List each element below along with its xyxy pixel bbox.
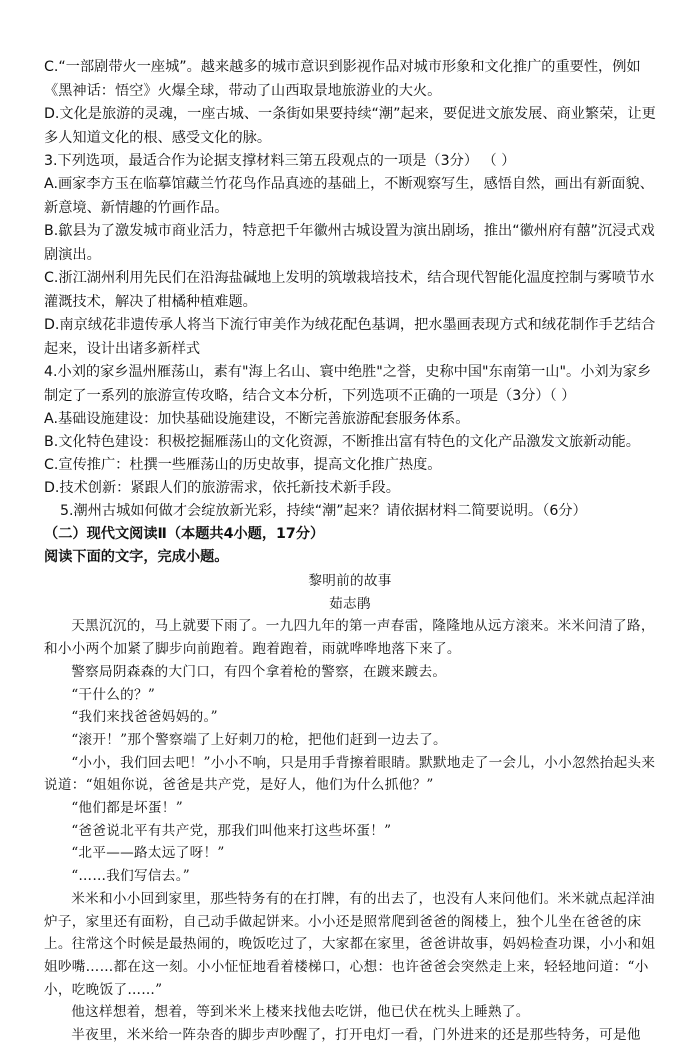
story-paragraph: “……我们写信去。” [71,868,191,885]
question-4-option-b: B.文化特色建设：积极挖掘雁荡山的文化资源，不断推出富有特色的文化产品激发文旅新动能。 [44,434,640,450]
story-title: 黎明前的故事 [308,573,392,589]
story-paragraph: “北平——路太远了呀！” [71,845,225,862]
question-5: 5.潮州古城如何做才会绽放新光彩，持续“潮”起来？请依据材料二简要说明。（6分） [60,503,587,519]
question-4-option-a: A.基础设施建设：加快基础设施建设，不断完善旅游配套服务体系。 [44,411,470,427]
story-paragraph: “干什么的？” [71,686,156,703]
question-4-option-d: D.技术创新：紧跟人们的旅游需求，依托新技术新手段。 [44,480,400,496]
question-3-option-c: C.浙江湖州利用先民们在沿海盐碱地上发明的筑墩栽培技术，结合现代智能化温度控制与雾喷节水灌溉技术，解决了柑橘种植难题。 [44,270,655,310]
story-paragraph: “他们都是坏蛋！” [71,800,183,817]
question-3-option-a: A.画家李方玉在临摹馆藏兰竹花鸟作品真迹的基础上，不断观察写生，感悟自然，画出有新面貌、新意境、新情趣的竹画作品。 [44,176,654,216]
story-paragraph: 天黑沉沉的，马上就要下雨了。一九四九年的第一声春雷，隆隆地从远方滚来。米米问清了路，和小小两个加紧了脚步向前跑着。跑着跑着，雨就哗哗地落下来了。 [44,618,655,658]
story-author: 茹志鹃 [329,595,371,612]
story-paragraph: 警察局阴森森的大门口，有四个拿着枪的警察，在踱来踱去。 [71,663,447,680]
question-3-option-b: B.歙县为了激发城市商业活力，特意把千年徽州古城设置为演出剧场，推出“徽州府有囍”沉浸式戏剧演出。 [44,223,655,263]
story-paragraph: “爸爸说北平有共产党，那我们叫他来打这些坏蛋！” [71,822,392,839]
story-paragraph: 他这样想着，想着，等到米米上楼来找他去吃饼，他已伏在枕头上睡熟了。 [71,1004,530,1021]
story-paragraph: 米米和小小回到家里，那些特务有的在打牌，有的出去了，也没有人来问他们。米米就点起洋油炉子，家里还有面粉，自己动手做起饼来。小小还是照常爬到爸爸的阁楼上，独个儿坐在爸爸的床上。往常这个时候是最热闹的，晚饭吃过了，大家都在家里，爸爸讲故事，妈妈检查功课，小小和姐姐吵嘴……都在这一刻。小小怔怔地看着楼梯口，心想：也许爸爸会突然走上来，轻轻地问道：“小小，吃晚饭了……” [44,890,656,998]
option-d-text: D.文化是旅游的灵魂，一座古城、一条街如果要持续“潮”起来，要促进文旅发展、商业繁荣，让更多人知道文化的根、感受文化的脉。 [44,106,656,146]
question-3: 3.下列选项，最适合作为论据支撑材料三第五段观点的一项是（3分） （ ） [44,153,516,169]
story-paragraph: 半夜里，米米给一阵杂沓的脚步声吵醒了，打开电灯一看，门外进来的还是那些特务，可是他 [71,1027,641,1044]
story-paragraph: “滚开！”那个警察端了上好刺刀的枪，把他们赶到一边去了。 [71,731,447,748]
story-body [44,570,656,1047]
question-3-option-d: D.南京绒花非遗传承人将当下流行审美作为绒花配色基调，把水墨画表现方式和绒花制作手艺结合起来，设计出诸多新样式 [44,317,656,357]
section-heading: （二）现代文阅读Ⅱ（本题共4小题，17分） [44,526,325,542]
question-4: 4.小刘的家乡温州雁荡山，素有"海上名山、寰中绝胜"之誉，史称中国"东南第一山"。小刘为家乡制定了一系列的旅游宣传攻略，结合文本分析，下列选项不正确的一项是（3分）（ ） [44,364,652,404]
story-paragraph: “我们来找爸爸妈妈的。” [71,709,218,726]
reading-instruction: 阅读下面的文字，完成小题。 [44,549,229,565]
question-4-option-c: C.宣传推广：杜撰一些雁荡山的历史故事，提高文化推广热度。 [44,457,442,473]
option-c-text: C.“一部剧带火一座城”。越来越多的城市意识到影视作品对城市形象和文化推广的重要性，例如《黑神话：悟空》火爆全球，带动了山西取景地旅游业的大火。 [44,59,641,99]
story-paragraph: “小小，我们回去吧！”小小不响，只是用手背擦着眼睛。默默地走了一会儿，小小忽然抬起头来说道：“姐姐你说，爸爸是共产党，是好人，他们为什么抓他？” [44,754,656,794]
